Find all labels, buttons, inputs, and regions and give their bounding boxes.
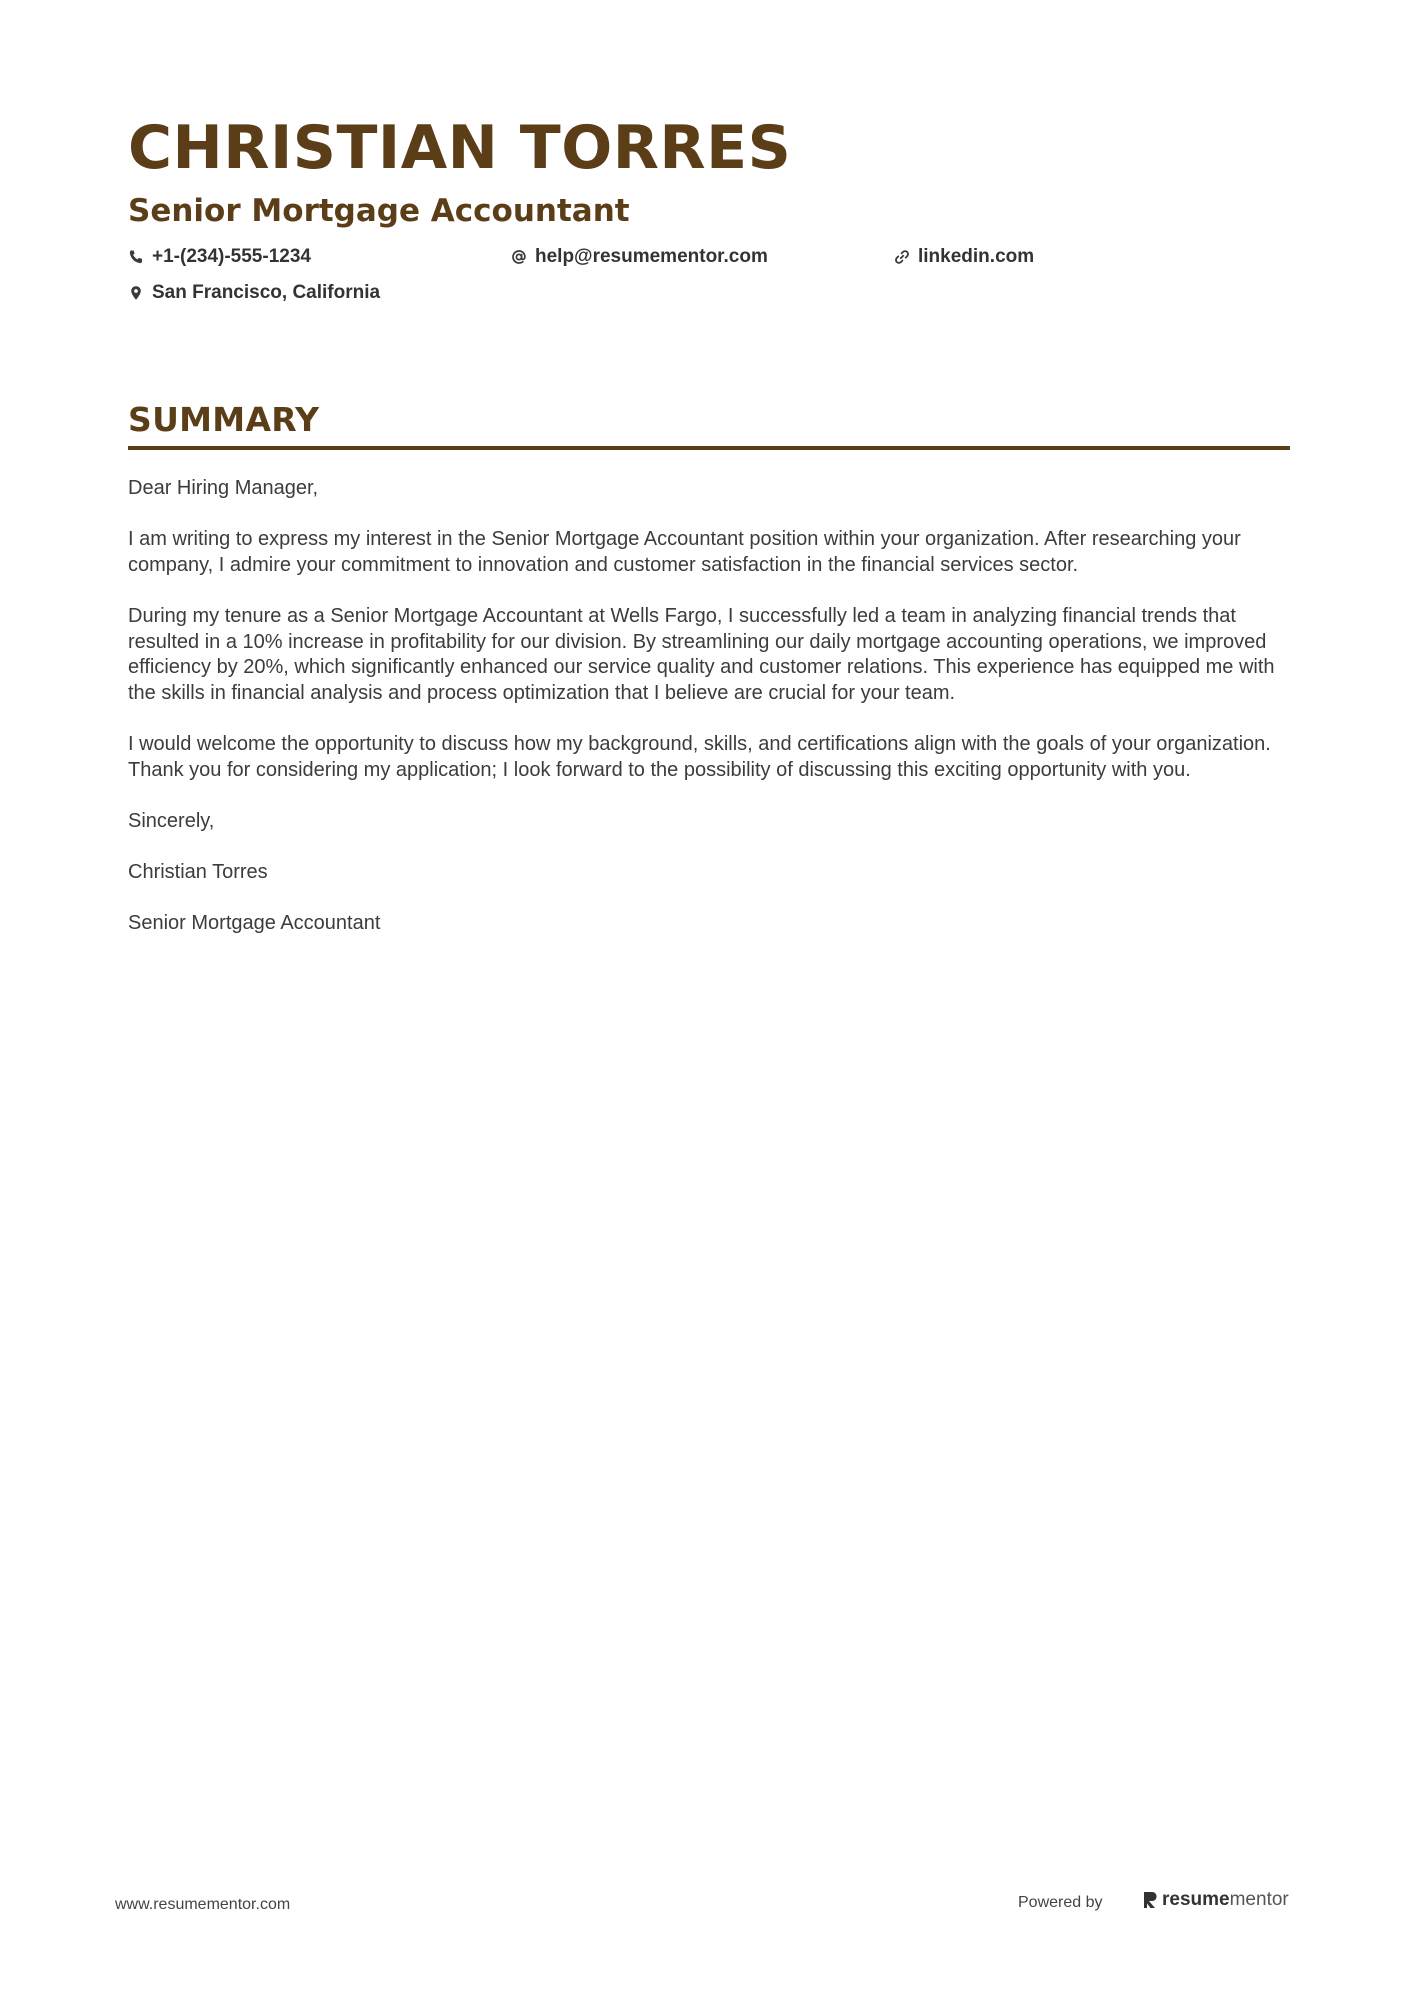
letter-paragraph: I would welcome the opportunity to discuss how my background, skills, and certifications align with the goals of your organization. Thank you for considering my application; I look forward to the possibility of discussing this exciting opportunity with you.	[128, 732, 1271, 781]
brand-text-mentor: mentor	[1229, 1889, 1289, 1910]
phone-text: +1-(234)-555-1234	[152, 246, 311, 267]
letter-paragraph: During my tenure as a Senior Mortgage Accountant at Wells Fargo, I successfully led a team in analyzing financial trends that resulted in a 10% increase in profitability for our division. By streamlining our daily mortgage accounting operations, we improved efficiency by 20%, which significantly enhanced our service quality and customer relations. This experience has equipped me with the skills in financial analysis and process optimization that I believe are crucial for your team.	[128, 604, 1275, 704]
contact-location	[128, 281, 380, 305]
contact-email	[511, 245, 768, 269]
cover-letter-page	[128, 108, 1290, 962]
resumementor-logo-icon	[1142, 1890, 1158, 1910]
link-icon	[894, 249, 910, 265]
location-pin-icon	[128, 285, 144, 301]
salutation: Dear Hiring Manager,	[128, 477, 319, 499]
signature-title: Senior Mortgage Accountant	[128, 912, 381, 935]
phone-icon	[128, 249, 144, 265]
email-text: help@resumementor.com	[535, 246, 768, 267]
letter-body	[128, 476, 1290, 937]
letter-paragraph: I am writing to express my interest in the Senior Mortgage Accountant position within your organization. After researching your company, I admire your commitment to innovation and customer satisfaction in the financial services sector.	[128, 528, 1241, 576]
footer-url[interactable]: www.resumementor.com	[115, 1896, 291, 1913]
brand-text-resume: resume	[1162, 1889, 1230, 1910]
job-title: Senior Mortgage Accountant	[128, 193, 630, 229]
website-text: linkedin.com	[918, 246, 1035, 267]
section-divider	[128, 446, 1290, 450]
contact-phone	[128, 245, 311, 269]
brand-logo	[1142, 1889, 1289, 1911]
candidate-name: CHRISTIAN TORRES	[128, 113, 792, 183]
at-icon	[511, 249, 527, 265]
powered-by-label: Powered by	[1018, 1894, 1103, 1911]
closing: Sincerely,	[128, 809, 215, 832]
signature-name: Christian Torres	[128, 860, 268, 883]
contact-info	[128, 245, 1290, 317]
contact-website	[894, 245, 1034, 269]
location-text: San Francisco, California	[152, 282, 381, 303]
section-title-summary: SUMMARY	[128, 400, 320, 439]
